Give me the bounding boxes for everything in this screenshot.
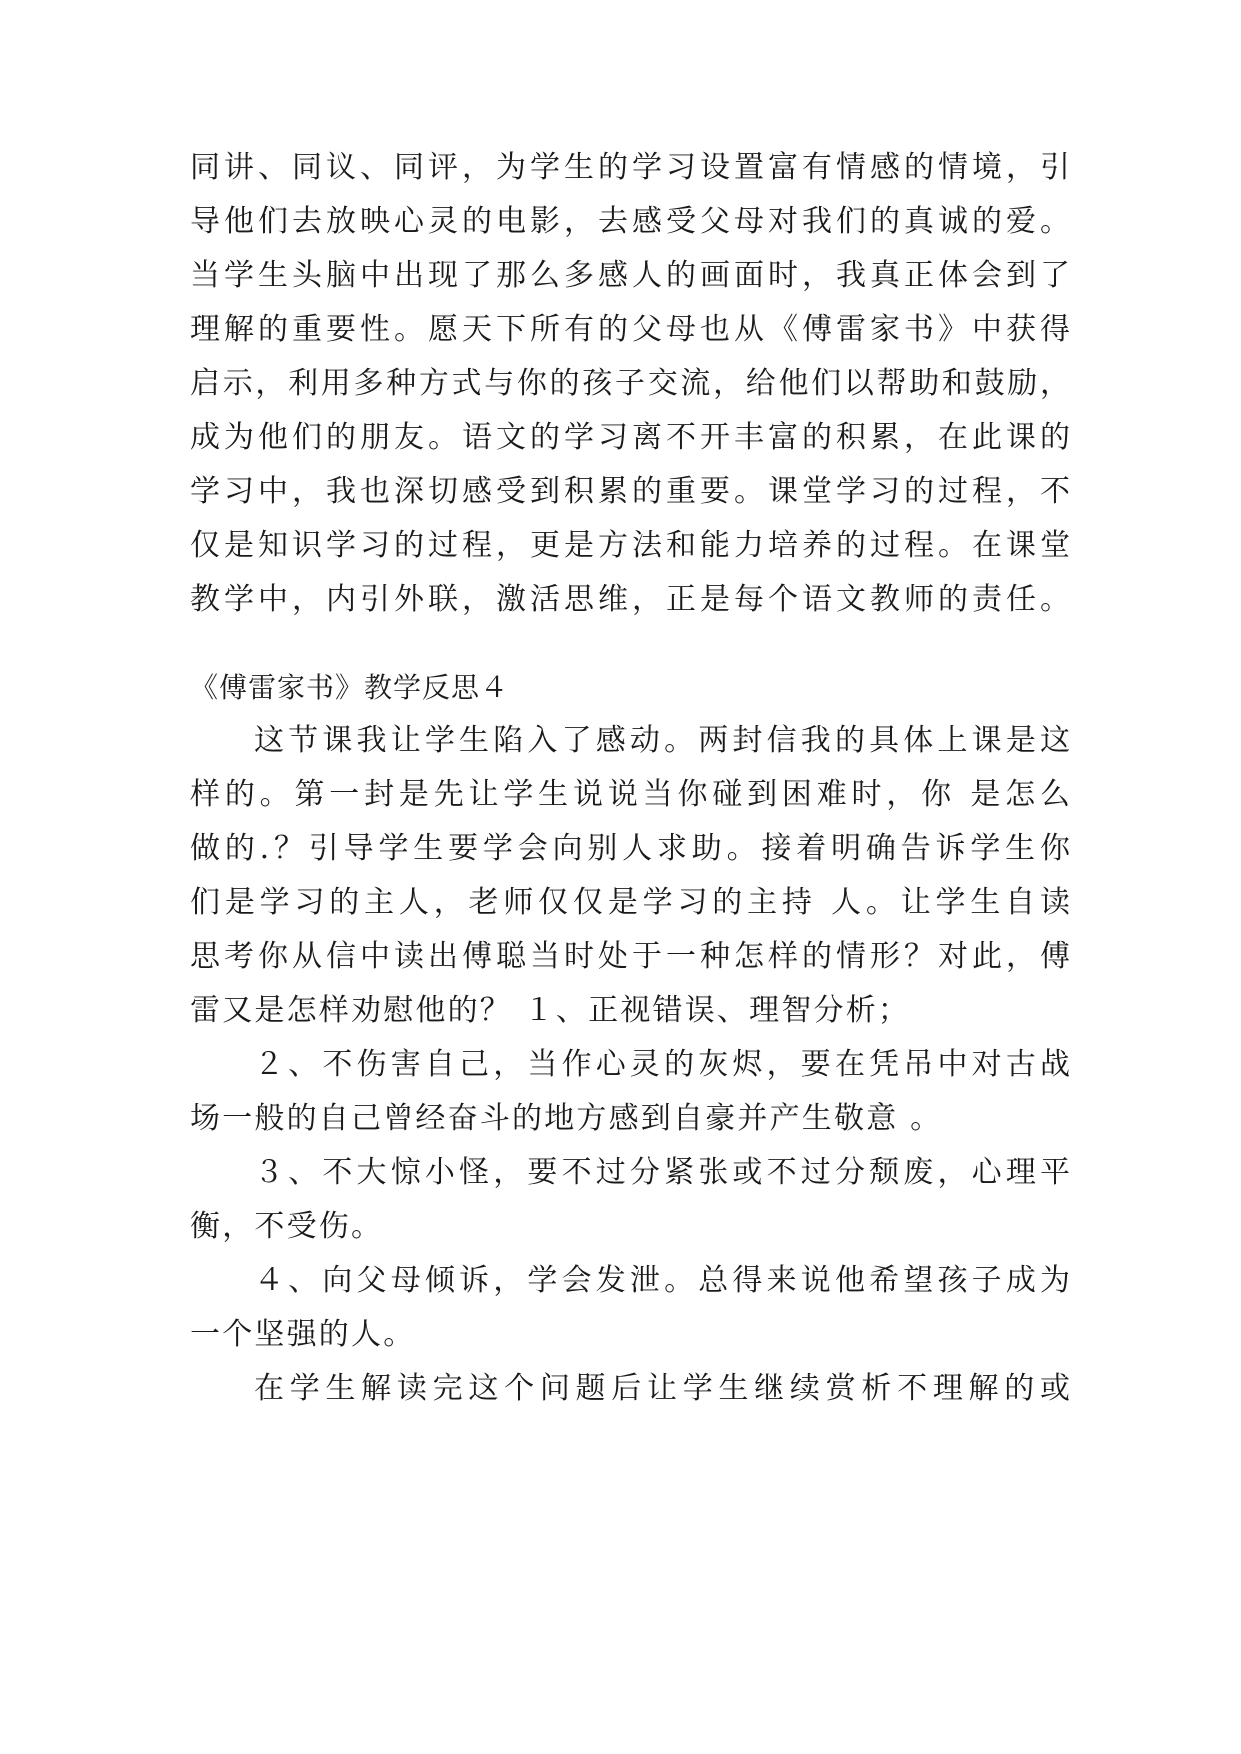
text-line: 雷又是怎样劝慰他的？ １、正视错误、理智分析； bbox=[190, 993, 911, 1028]
list-item-line: ３、不大惊小怪，要不过分紧张或不过分颓废，心理平 bbox=[254, 1155, 1070, 1190]
list-item-line: 衡，不受伤。 bbox=[190, 1209, 384, 1244]
text-line: 教学中，内引外联，激活思维，正是每个语文教师的责任。 bbox=[190, 582, 1070, 617]
list-item-line: ２、不伤害自己，当作心灵的灰烬，要在凭吊中对古战 bbox=[254, 1047, 1070, 1082]
text-line: 学习中，我也深切感受到积累的重要。课堂学习的过程，不 bbox=[190, 474, 1070, 509]
text-line: 同讲、同议、同评，为学生的学习设置富有情感的情境，引 bbox=[190, 150, 1070, 185]
text-line: 在学生解读完这个问题后让学生继续赏析不理解的或 bbox=[254, 1371, 1070, 1406]
text-line: 当学生头脑中出现了那么多感人的画面时，我真正体会到了 bbox=[190, 258, 1070, 293]
list-item-line: 一个坚强的人。 bbox=[190, 1317, 416, 1352]
text-line: 思考你从信中读出傅聪当时处于一种怎样的情形？对此，傅 bbox=[190, 939, 1070, 974]
section-heading: 《傅雷家书》教学反思４ bbox=[190, 671, 510, 704]
list-item-line: 场一般的自己曾经奋斗的地方感到自豪并产生敬意 。 bbox=[190, 1101, 943, 1136]
list-item-line: ４、向父母倾诉，学会发泄。总得来说他希望孩子成为 bbox=[254, 1263, 1070, 1298]
text-line: 做的.？引导学生要学会向别人求助。接着明确告诉学生你 bbox=[190, 831, 1070, 866]
text-line: 理解的重要性。愿天下所有的父母也从《傅雷家书》中获得 bbox=[190, 312, 1070, 347]
text-line: 成为他们的朋友。语文的学习离不开丰富的积累，在此课的 bbox=[190, 420, 1070, 455]
text-line: 导他们去放映心灵的电影，去感受父母对我们的真诚的爱。 bbox=[190, 204, 1070, 239]
text-line: 启示，利用多种方式与你的孩子交流，给他们以帮助和鼓励， bbox=[190, 366, 1070, 401]
text-line: 们是学习的主人，老师仅仅是学习的主持 人。让学生自读 bbox=[190, 885, 1070, 920]
text-line: 这节课我让学生陷入了感动。两封信我的具体上课是这 bbox=[254, 723, 1070, 758]
text-line: 仅是知识学习的过程，更是方法和能力培养的过程。在课堂 bbox=[190, 528, 1070, 563]
text-line: 样的。第一封是先让学生说说当你碰到困难时，你 是怎么 bbox=[190, 777, 1070, 812]
